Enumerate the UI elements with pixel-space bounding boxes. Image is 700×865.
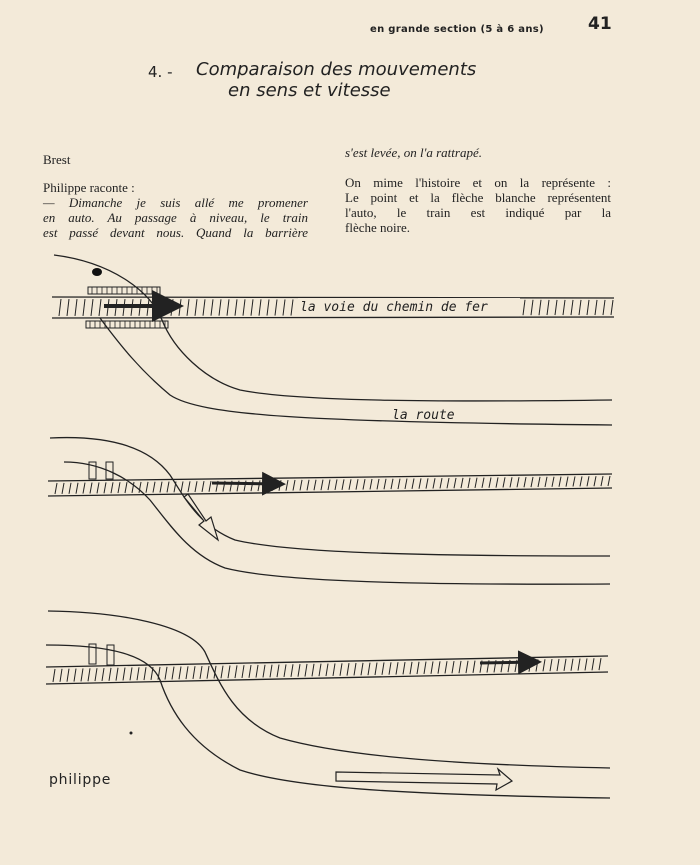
- track-tie: [538, 477, 540, 487]
- track-tie: [270, 665, 272, 678]
- track-tie: [326, 664, 328, 677]
- track-tie: [361, 663, 363, 675]
- track-tie: [440, 478, 442, 488]
- scene-3: [46, 611, 610, 798]
- track-tie: [335, 479, 337, 489]
- track-tie: [468, 478, 470, 488]
- track-tie: [555, 300, 557, 315]
- track-tie: [277, 665, 279, 678]
- track-tie: [433, 478, 435, 488]
- track-tie: [531, 477, 533, 487]
- track-tie: [55, 483, 57, 494]
- track-tie: [67, 669, 69, 682]
- story-line-2: en auto. Au passage à niveau, le train: [43, 210, 308, 225]
- track-tie: [349, 479, 351, 489]
- track-rail-top: [52, 297, 614, 298]
- track-tie: [389, 662, 391, 674]
- mime-line-2: Le point et la flèche blanche représentent: [345, 190, 611, 205]
- scene-2: [48, 438, 612, 585]
- track-tie: [431, 661, 433, 673]
- track-tie: [347, 663, 349, 675]
- track-tie: [97, 482, 99, 493]
- road-edge-upper: [50, 438, 610, 556]
- track-tie: [356, 479, 358, 489]
- track-tie: [571, 300, 573, 315]
- track-tie: [172, 667, 174, 680]
- track-tie: [207, 666, 209, 679]
- track-tie: [566, 477, 568, 487]
- page-number: 41: [588, 14, 612, 34]
- mime-line-4: flèche noire.: [345, 220, 410, 235]
- track-tie: [102, 668, 104, 681]
- car-arrow: [184, 494, 218, 540]
- track-tie: [256, 665, 258, 678]
- track-tie: [243, 299, 245, 315]
- track-tie: [219, 299, 221, 315]
- track-tie: [412, 478, 414, 488]
- track-tie: [291, 664, 293, 677]
- track-tie: [293, 480, 295, 491]
- track-tie: [83, 299, 85, 316]
- stray-dot: [130, 732, 133, 735]
- road-edge-upper: [48, 611, 610, 768]
- track-tie: [523, 300, 525, 315]
- running-header: en grande section (5 à 6 ans): [370, 24, 544, 35]
- track-tie: [227, 299, 229, 315]
- track-label: la voie du chemin de fer: [300, 300, 488, 315]
- mime-line-3: l'auto, le train est indiqué par la: [345, 205, 611, 220]
- train-arrow: [212, 483, 280, 484]
- track-tie: [74, 669, 76, 682]
- track-tie: [59, 299, 61, 316]
- track-tie: [109, 668, 111, 681]
- train-arrow: [480, 662, 536, 663]
- section-number: 4. -: [148, 63, 173, 81]
- track-tie: [595, 300, 597, 315]
- track-tie: [447, 478, 449, 488]
- track-tie: [592, 658, 594, 670]
- track-tie: [193, 666, 195, 679]
- track-tie: [195, 299, 197, 316]
- track-tie: [75, 299, 77, 316]
- track-tie: [608, 476, 610, 486]
- track-tie: [283, 299, 285, 315]
- car-dot: [92, 268, 102, 276]
- track-tie: [195, 481, 197, 492]
- track-tie: [69, 483, 71, 494]
- section-title-line-1: Comparaison des mouvements: [196, 59, 477, 80]
- track-tie: [249, 665, 251, 678]
- track-tie: [466, 661, 468, 673]
- track-tie: [88, 668, 90, 681]
- track-tie: [300, 480, 302, 491]
- track-tie: [363, 479, 365, 489]
- track-tie: [99, 299, 101, 316]
- track-tie: [267, 299, 269, 315]
- track-tie: [153, 482, 155, 493]
- track-tie: [452, 661, 454, 673]
- track-tie: [459, 661, 461, 673]
- track-tie: [95, 668, 97, 681]
- track-tie: [137, 667, 139, 680]
- track-tie: [118, 482, 120, 493]
- scene-1: [52, 255, 614, 425]
- track-tie: [251, 299, 253, 315]
- track-tie: [307, 480, 309, 491]
- track-tie: [125, 482, 127, 493]
- track-tie: [284, 664, 286, 677]
- track-tie: [579, 300, 581, 315]
- track-tie: [368, 663, 370, 675]
- track-tie: [438, 661, 440, 673]
- track-tie: [76, 483, 78, 494]
- story-line-1: — Dimanche je suis allé me promener: [43, 195, 308, 210]
- track-tie: [53, 669, 55, 682]
- barrier-upper: [88, 287, 160, 294]
- track-tie: [557, 659, 559, 671]
- track-tie: [580, 476, 582, 486]
- track-tie: [445, 661, 447, 673]
- track-tie: [398, 479, 400, 489]
- track-tie: [312, 664, 314, 677]
- track-tie: [489, 478, 491, 488]
- track-tie: [179, 299, 181, 316]
- mime-line-1: On mime l'histoire et on la représente :: [345, 175, 611, 190]
- track-tie: [461, 478, 463, 488]
- track-tie: [111, 482, 113, 493]
- track-tie: [235, 299, 237, 315]
- track-tie: [60, 669, 62, 682]
- track-tie: [417, 662, 419, 674]
- track-tie: [403, 662, 405, 674]
- track-tie: [473, 661, 475, 673]
- intro-text: Philippe raconte :: [43, 180, 135, 195]
- track-tie: [333, 663, 335, 675]
- track-tie: [426, 478, 428, 488]
- track-tie: [81, 668, 83, 681]
- track-tie: [200, 666, 202, 679]
- track-tie: [83, 483, 85, 494]
- track-tie: [539, 300, 541, 315]
- track-tie: [90, 483, 92, 494]
- track-tie: [328, 480, 330, 491]
- track-tie: [601, 476, 603, 486]
- place-label: Brest: [43, 152, 71, 167]
- track-tie: [221, 666, 223, 679]
- track-tie: [503, 477, 505, 487]
- track-tie: [286, 480, 288, 491]
- section-title-line-2: en sens et vitesse: [228, 80, 391, 101]
- track-tie: [259, 299, 261, 315]
- track-tie: [545, 477, 547, 487]
- track-tie: [550, 659, 552, 671]
- track-tie: [564, 659, 566, 671]
- track-tie: [67, 299, 69, 316]
- track-tie: [524, 477, 526, 487]
- signature-philippe: philippe: [49, 772, 112, 788]
- track-tie: [405, 479, 407, 489]
- track-tie: [377, 479, 379, 489]
- story-line-3: est passé devant nous. Quand la barrière: [43, 225, 308, 240]
- track-tie: [265, 480, 267, 491]
- track-tie: [242, 665, 244, 678]
- track-tie: [375, 663, 377, 675]
- track-tie: [211, 299, 213, 315]
- track-tie: [165, 667, 167, 680]
- track-tie: [563, 300, 565, 315]
- track-tie: [275, 299, 277, 315]
- track-tie: [517, 477, 519, 487]
- track-tie: [571, 659, 573, 671]
- track-tie: [314, 480, 316, 491]
- track-tie: [160, 482, 162, 493]
- track-tie: [384, 479, 386, 489]
- track-tie: [305, 664, 307, 677]
- track-tie: [116, 668, 118, 681]
- story-end: s'est levée, on l'a rattrapé.: [345, 145, 482, 160]
- track-tie: [510, 477, 512, 487]
- track-tie: [123, 668, 125, 681]
- track-tie: [258, 480, 260, 491]
- track-tie: [573, 476, 575, 486]
- track-tie: [130, 667, 132, 680]
- track-tie: [186, 666, 188, 679]
- track-tie: [475, 478, 477, 488]
- track-tie: [496, 477, 498, 487]
- track-tie: [578, 659, 580, 671]
- track-tie: [391, 479, 393, 489]
- track-tie: [382, 662, 384, 674]
- track-tie: [188, 481, 190, 492]
- track-tie: [410, 662, 412, 674]
- car-arrow: [336, 769, 512, 790]
- road-label: la route: [392, 408, 455, 423]
- track-tie: [543, 659, 545, 671]
- barrier-lower: [86, 321, 168, 328]
- track-tie: [552, 477, 554, 487]
- track-ties: [55, 476, 610, 494]
- track-tie: [187, 299, 189, 316]
- track-tie: [585, 658, 587, 670]
- track-tie: [291, 299, 293, 315]
- track-tie: [340, 663, 342, 675]
- track-tie: [594, 476, 596, 486]
- track-tie: [104, 482, 106, 493]
- track-tie: [179, 666, 181, 679]
- track-tie: [611, 300, 613, 315]
- track-tie: [202, 481, 204, 492]
- track-tie: [319, 664, 321, 677]
- track-tie: [203, 299, 205, 315]
- track-tie: [62, 483, 64, 494]
- track-tie: [547, 300, 549, 315]
- track-tie: [354, 663, 356, 675]
- track-tie: [424, 662, 426, 674]
- track-tie: [228, 666, 230, 679]
- track-tie: [603, 300, 605, 315]
- track-tie: [321, 480, 323, 491]
- track-tie: [272, 480, 274, 491]
- track-tie: [342, 479, 344, 489]
- track-tie: [209, 481, 211, 492]
- track-tie: [559, 477, 561, 487]
- track-tie: [370, 479, 372, 489]
- barrier-post: [107, 645, 114, 665]
- track-tie: [167, 482, 169, 493]
- track-tie: [396, 662, 398, 674]
- track-tie: [536, 659, 538, 671]
- track-tie: [144, 667, 146, 680]
- track-rail-bottom: [52, 317, 614, 318]
- track-tie: [419, 478, 421, 488]
- track-tie: [263, 665, 265, 678]
- track-tie: [531, 300, 533, 315]
- road-edge-lower: [100, 318, 612, 425]
- track-tie: [298, 664, 300, 677]
- track-tie: [181, 481, 183, 492]
- track-tie: [235, 665, 237, 678]
- track-tie: [587, 300, 589, 315]
- road-edge-lower: [46, 645, 610, 798]
- track-tie: [599, 658, 601, 670]
- track-tie: [587, 476, 589, 486]
- track-tie: [146, 482, 148, 493]
- track-tie: [91, 299, 93, 316]
- track-tie: [454, 478, 456, 488]
- track-tie: [482, 478, 484, 488]
